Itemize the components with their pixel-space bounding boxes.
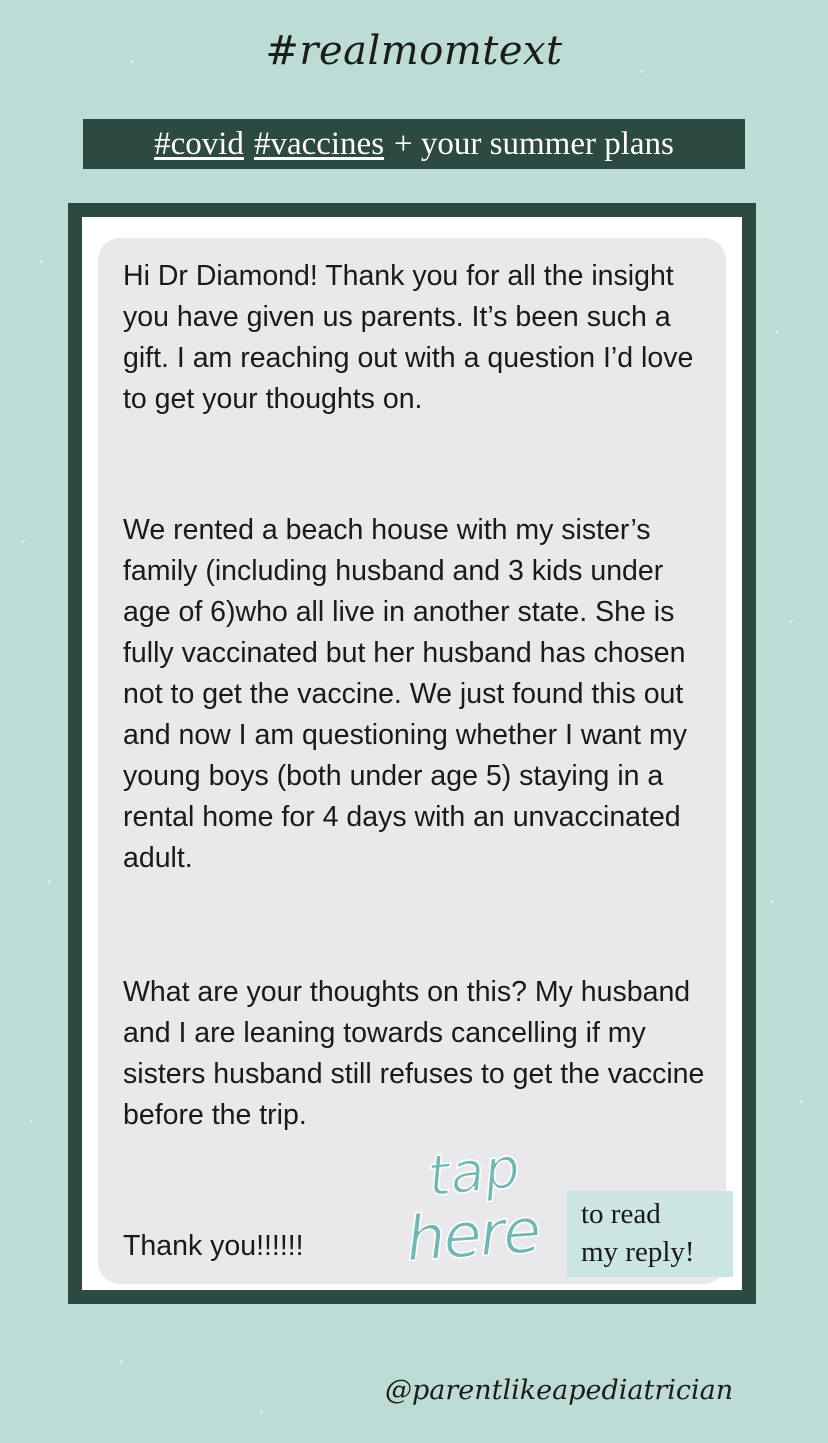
banner-text: + your summer plans bbox=[394, 125, 674, 162]
reply-line-1: to read bbox=[581, 1198, 661, 1230]
topic-banner bbox=[83, 119, 745, 169]
account-handle[interactable]: @parentlikeapediatrician bbox=[385, 1375, 734, 1406]
message-paragraph-1: Hi Dr Diamond! Thank you for all the insight you have given us parents. It’s been such a gift. I am reaching out with a question I’d love to get your thoughts on. bbox=[123, 260, 694, 415]
speckle bbox=[260, 1410, 263, 1413]
speckle bbox=[775, 330, 778, 333]
message-paragraph-4: Thank you!!!!!! bbox=[123, 1230, 304, 1262]
speckle bbox=[48, 880, 51, 883]
message-paragraph-2: We rented a beach house with my sister’s family (including husband and 3 kids under age of 6)who all live in another state. She is fully vaccinated but her husband has chosen not to get the vaccine. We just found this out and now I am questioning whether I want my young boys (both under age 5) staying in a rental home for 4 days with an unvaccinated adult. bbox=[123, 514, 687, 874]
speckle bbox=[790, 620, 793, 623]
page-title: #realmomtext bbox=[265, 28, 563, 74]
tap-word: tap bbox=[424, 1135, 523, 1210]
read-reply-button[interactable] bbox=[567, 1191, 733, 1277]
speckle bbox=[770, 900, 773, 903]
speckle bbox=[40, 260, 43, 263]
speckle bbox=[120, 1360, 123, 1363]
hashtag-covid[interactable]: #covid bbox=[154, 125, 244, 162]
message-paragraph-3: What are your thoughts on this? My husband and I are leaning towards cancelling if my sisters husband still refuses to get the vaccine before the trip. bbox=[123, 976, 705, 1131]
reply-line-2: my reply! bbox=[581, 1236, 695, 1268]
here-word: here bbox=[403, 1193, 542, 1276]
tap-here-sticker[interactable] bbox=[400, 1135, 570, 1290]
speckle bbox=[800, 1100, 803, 1103]
hashtag-vaccines[interactable]: #vaccines bbox=[253, 125, 385, 162]
speckle bbox=[22, 540, 25, 543]
speckle bbox=[30, 1120, 33, 1123]
